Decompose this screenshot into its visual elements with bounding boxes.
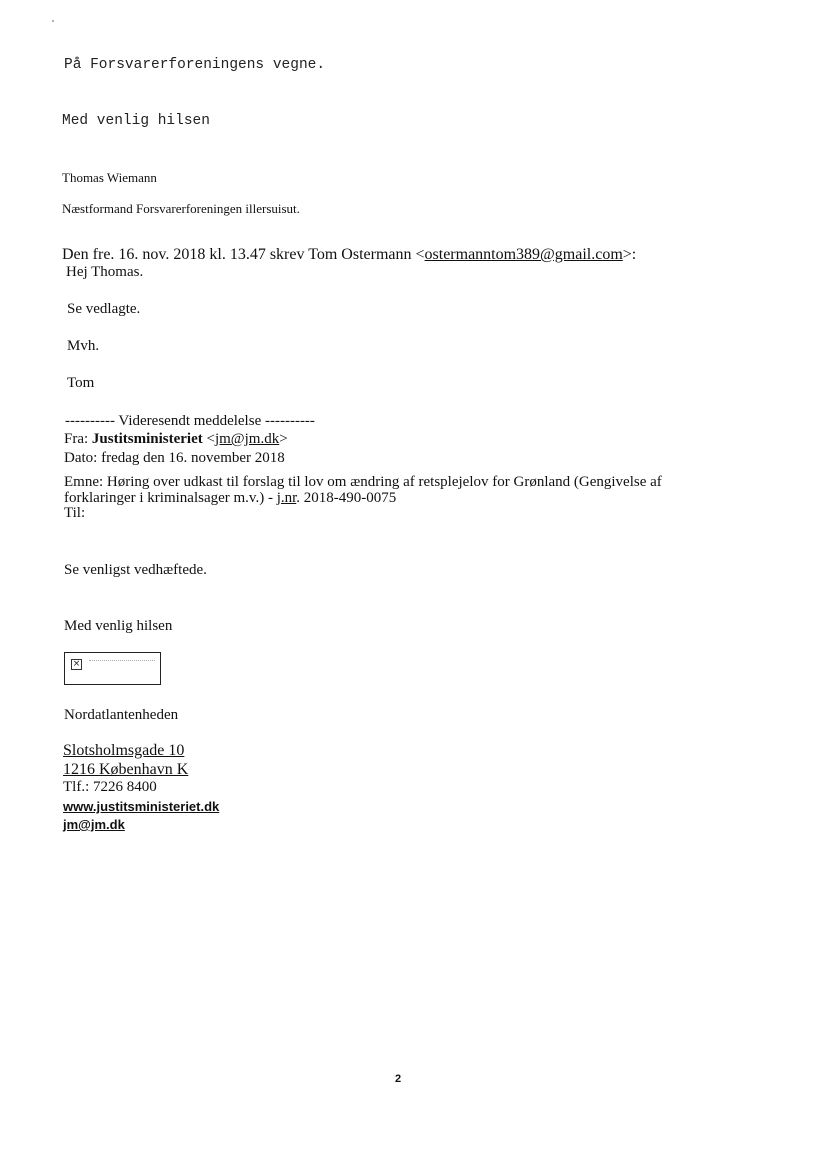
forward-separator: ---------- Videresendt meddelelse ----------: [65, 413, 315, 429]
scan-speck: [52, 20, 54, 22]
header-line-vegne: På Forsvarerforeningens vegne.: [64, 57, 326, 73]
forward-subject-line2: [64, 490, 396, 507]
message-body: Se venligst vedhæftede.: [64, 562, 207, 578]
contact-address-street[interactable]: Slotsholmsgade 10: [63, 742, 185, 759]
reply-header-suffix: >:: [622, 246, 637, 263]
forward-from-name: Justitsministeriet: [91, 431, 203, 447]
forward-date: Dato: fredag den 16. november 2018: [64, 450, 285, 466]
reply-email-link[interactable]: ostermanntom389@gmail.com: [424, 246, 623, 263]
reply-body: Se vedlagte.: [67, 301, 141, 317]
page-number: 2: [395, 1073, 402, 1085]
reply-closing: Mvh.: [67, 338, 100, 354]
message-closing: Med venlig hilsen: [64, 618, 173, 634]
reply-header: [62, 246, 636, 264]
contact-email-link[interactable]: jm@jm.dk: [63, 817, 125, 832]
contact-address-city[interactable]: 1216 København K: [63, 761, 189, 778]
forward-subject-jnr: j.nr: [276, 490, 297, 506]
broken-image-icon: ×: [72, 659, 81, 669]
forward-from: [64, 431, 288, 448]
forward-from-open: <: [202, 431, 215, 447]
contact-phone: Tlf.: 7226 8400: [63, 779, 157, 795]
message-department: Nordatlantenheden: [64, 707, 179, 723]
reply-greeting: Hej Thomas.: [66, 264, 144, 280]
forward-subject-line2-suffix: . 2018-490-0075: [296, 490, 397, 506]
forward-from-email-link[interactable]: jm@jm.dk: [214, 431, 280, 447]
reply-sender: Tom: [67, 375, 95, 391]
forward-from-label: Fra:: [64, 431, 92, 447]
reply-header-prefix: Den fre. 16. nov. 2018 kl. 13.47 skrev Tom Ostermann <: [62, 246, 425, 263]
forward-to: Til:: [64, 505, 86, 521]
broken-image-placeholder: [64, 652, 161, 685]
forward-from-close: >: [279, 431, 288, 447]
signature-title: Næstformand Forsvarerforeningen illersuisut.: [62, 201, 300, 216]
contact-website-link[interactable]: www.justitsministeriet.dk: [63, 799, 220, 814]
signature-name: Thomas Wiemann: [62, 170, 157, 185]
forward-subject-line1: Emne: Høring over udkast til forslag til lov om ændring af retsplejelov for Grønland (Gengivelse af: [64, 474, 662, 490]
header-line-hilsen: Med venlig hilsen: [62, 113, 210, 129]
forward-subject-line2-prefix: forklaringer i kriminalsager m.v.) -: [64, 490, 277, 506]
image-alt-text-dots: [89, 660, 155, 661]
